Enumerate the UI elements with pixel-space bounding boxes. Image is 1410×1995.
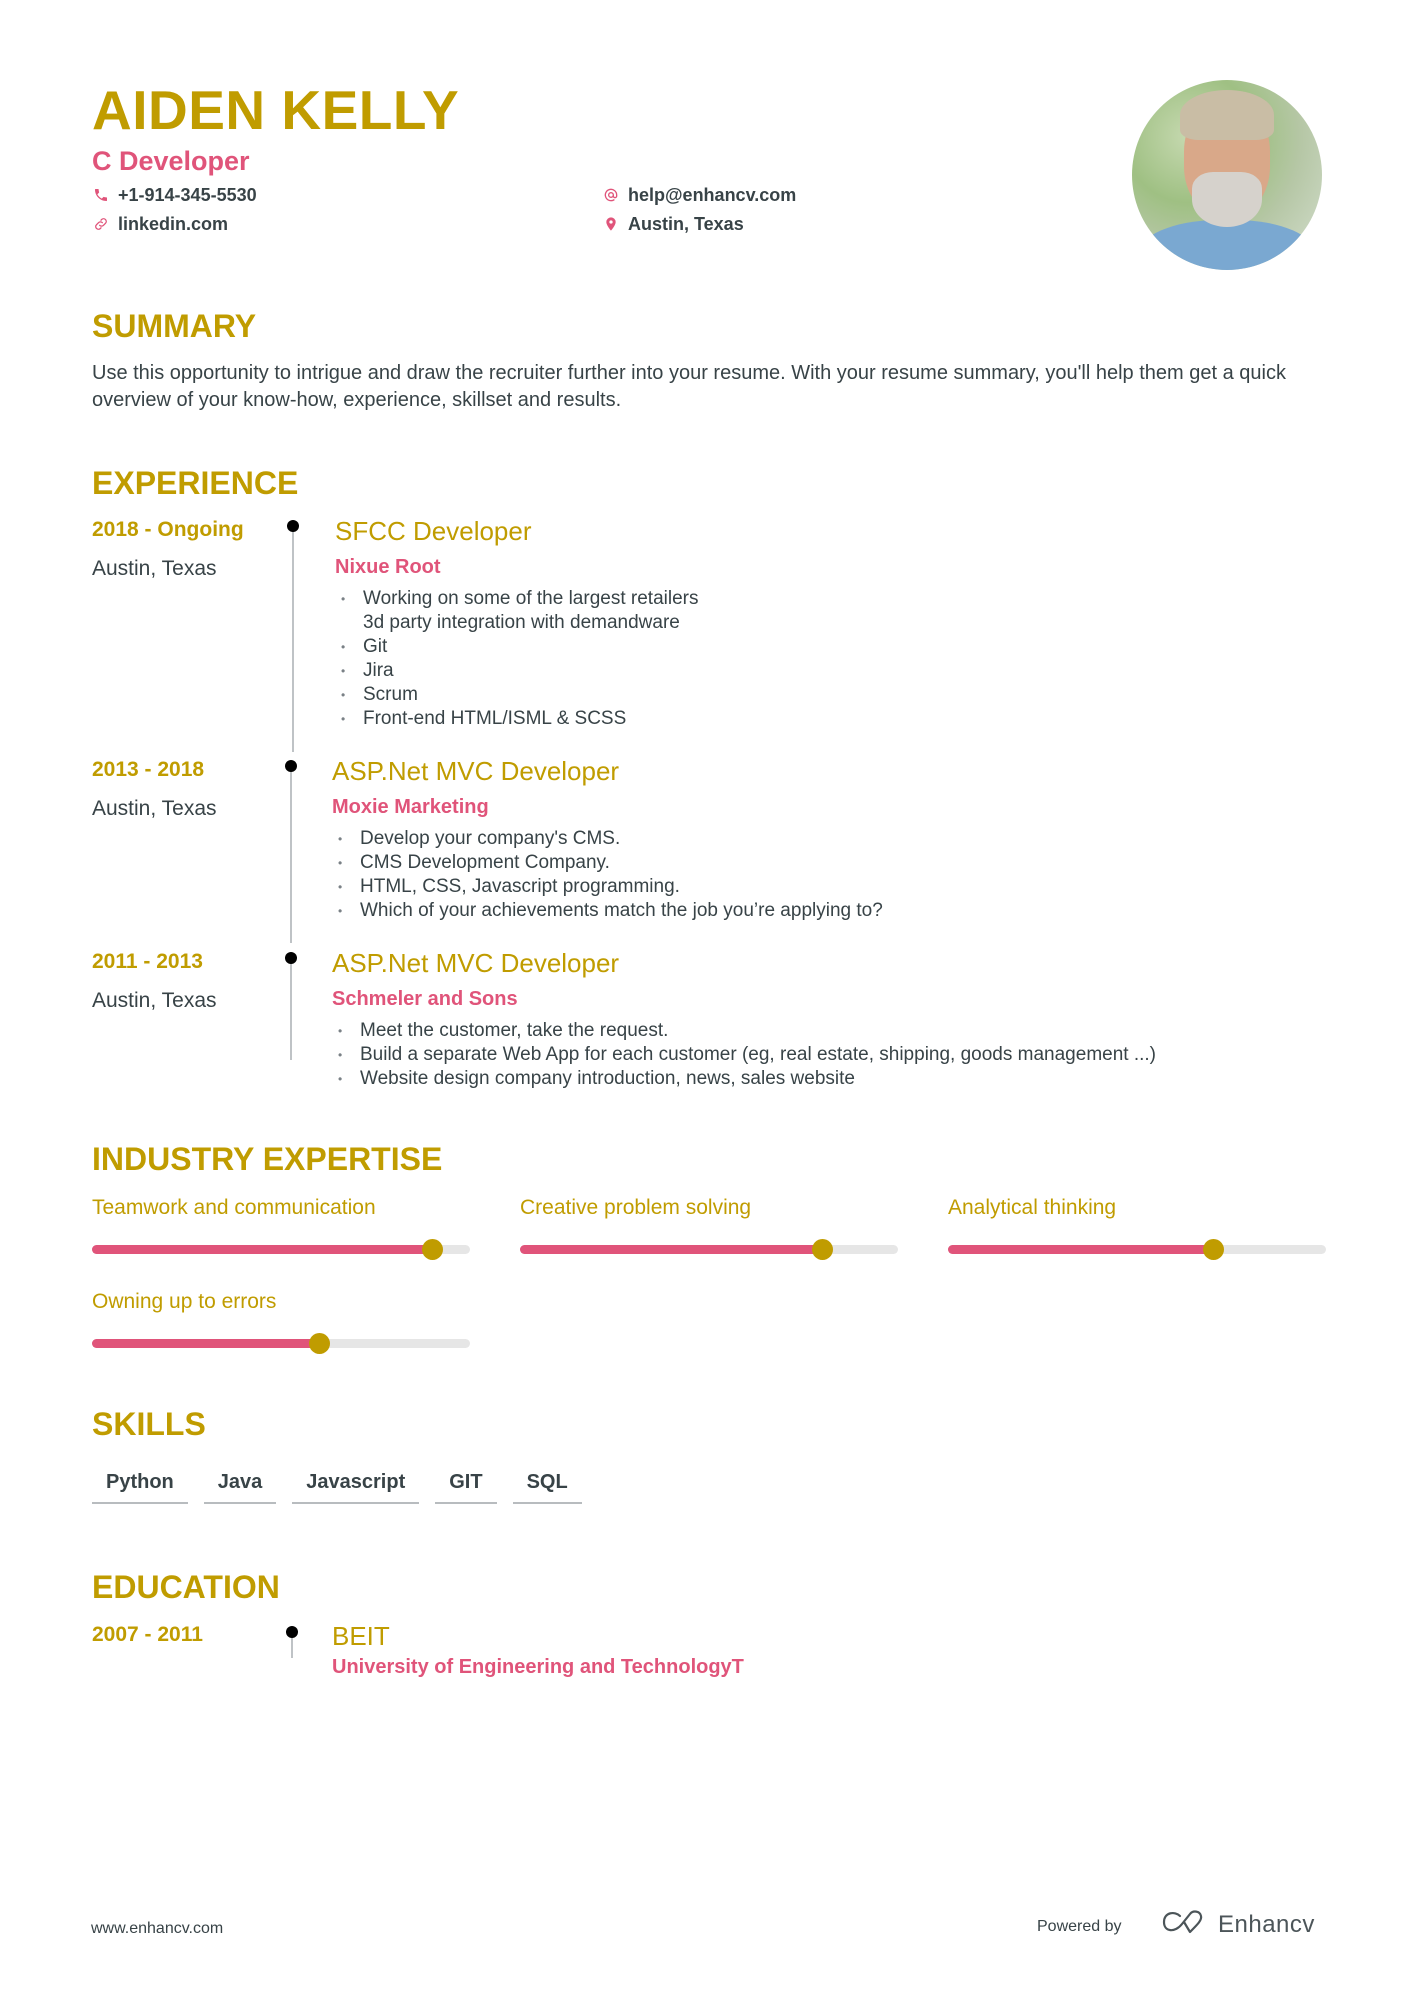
map-pin-icon	[602, 215, 620, 233]
expertise-fill	[520, 1245, 822, 1254]
bullet-continuation: 3d party integration with demandware	[363, 612, 680, 633]
contact-phone[interactable]	[92, 184, 257, 206]
expertise-track	[92, 1245, 470, 1254]
education-degree: BEIT	[332, 1621, 390, 1651]
expertise-fill	[948, 1245, 1213, 1254]
entry-company: Moxie Marketing	[332, 796, 489, 818]
expertise-label: Owning up to errors	[92, 1290, 277, 1313]
candidate-title: C Developer	[92, 146, 250, 176]
expertise-label: Teamwork and communication	[92, 1196, 376, 1219]
expertise-item	[520, 1195, 898, 1221]
timeline-dot	[285, 760, 297, 772]
entry-location: Austin, Texas	[92, 989, 217, 1012]
timeline-dot	[285, 952, 297, 964]
entry-bullets	[335, 587, 698, 731]
expertise-item	[92, 1289, 470, 1315]
bullet-item: • Meet the customer, take the request.	[332, 1019, 1156, 1043]
timeline-line	[292, 528, 294, 752]
expertise-track	[92, 1339, 470, 1348]
timeline-line	[290, 768, 292, 943]
footer-url[interactable]: www.enhancv.com	[91, 1920, 224, 1937]
location-value: Austin, Texas	[628, 214, 744, 234]
bullet-item: • HTML, CSS, Javascript programming.	[332, 875, 883, 899]
expertise-label: Creative problem solving	[520, 1196, 752, 1219]
expertise-knob	[309, 1333, 330, 1354]
entry-location: Austin, Texas	[92, 797, 217, 820]
entry-bullets	[332, 1019, 1156, 1091]
skill-tag: Python	[92, 1466, 188, 1504]
expertise-item	[92, 1195, 470, 1221]
bullet-item: • Develop your company's CMS.	[332, 827, 883, 851]
skills-heading: SKILLS	[92, 1406, 206, 1442]
link-icon	[92, 215, 110, 233]
phone-value: +1-914-345-5530	[118, 185, 257, 205]
entry-location: Austin, Texas	[92, 557, 217, 580]
expertise-knob	[1203, 1239, 1224, 1260]
brand-name: Enhancv	[1218, 1910, 1315, 1938]
education-heading: EDUCATION	[92, 1569, 280, 1605]
bullet-item: • Website design company introduction, news, sales website	[332, 1067, 1156, 1091]
expertise-label: Analytical thinking	[948, 1196, 1117, 1219]
summary-heading: SUMMARY	[92, 308, 257, 344]
bullet-item: • Working on some of the largest retailers 3d party integration with demandware	[335, 587, 698, 635]
expertise-fill	[92, 1245, 432, 1254]
entry-date: 2011 - 2013	[92, 950, 203, 973]
entry-company: Nixue Root	[335, 556, 441, 578]
enhancv-logo-icon	[1160, 1908, 1208, 1941]
skill-tag: SQL	[513, 1466, 582, 1504]
timeline-line	[290, 960, 292, 1060]
linkedin-value: linkedin.com	[118, 214, 229, 234]
phone-icon	[92, 186, 110, 204]
contact-email[interactable]	[602, 184, 796, 206]
experience-heading: EXPERIENCE	[92, 465, 299, 501]
contact-location	[602, 213, 744, 235]
expertise-track	[948, 1245, 1326, 1254]
at-icon	[602, 186, 620, 204]
entry-company: Schmeler and Sons	[332, 988, 518, 1010]
bullet-item: • Front-end HTML/ISML & SCSS	[335, 707, 698, 731]
skills-list	[92, 1466, 582, 1504]
bullet-item: • Scrum	[335, 683, 698, 707]
photo-beard	[1192, 172, 1262, 227]
entry-date: 2013 - 2018	[92, 758, 205, 781]
contact-linkedin[interactable]	[92, 213, 228, 235]
bullet-item: • CMS Development Company.	[332, 851, 883, 875]
candidate-name: AIDEN KELLY	[92, 79, 460, 141]
entry-date: 2018 - Ongoing	[92, 518, 244, 541]
bullet-item: • Git	[335, 635, 698, 659]
powered-by-label: Powered by	[1037, 1918, 1122, 1935]
photo-shirt	[1137, 220, 1317, 270]
education-date: 2007 - 2011	[92, 1623, 203, 1646]
expertise-heading: INDUSTRY EXPERTISE	[92, 1141, 443, 1177]
bullet-item: • Jira	[335, 659, 698, 683]
expertise-knob	[812, 1239, 833, 1260]
profile-photo	[1132, 80, 1322, 270]
email-value: help@enhancv.com	[628, 185, 797, 205]
enhancv-brand[interactable]	[1160, 1908, 1315, 1941]
expertise-item	[948, 1195, 1326, 1221]
bullet-item: • Which of your achievements match the job you’re applying to?	[332, 899, 883, 923]
entry-role: SFCC Developer	[335, 516, 532, 546]
education-school: University of Engineering and TechnologyT	[332, 1656, 744, 1678]
photo-hair	[1180, 90, 1274, 140]
entry-bullets	[332, 827, 883, 923]
entry-role: ASP.Net MVC Developer	[332, 756, 620, 786]
timeline-dot	[286, 1626, 298, 1638]
expertise-fill	[92, 1339, 319, 1348]
skill-tag: Java	[204, 1466, 277, 1504]
expertise-knob	[422, 1239, 443, 1260]
timeline-dot	[287, 520, 299, 532]
skill-tag: GIT	[435, 1466, 496, 1504]
expertise-track	[520, 1245, 898, 1254]
summary-text: Use this opportunity to intrigue and draw the recruiter further into your resume. With your resume summary, you'll help them get a quick overview of your know-how, experience, skillset and results.	[92, 362, 1286, 411]
bullet-item: • Build a separate Web App for each customer (eg, real estate, shipping, goods management ...)	[332, 1043, 1156, 1067]
entry-role: ASP.Net MVC Developer	[332, 948, 620, 978]
skill-tag: Javascript	[292, 1466, 419, 1504]
